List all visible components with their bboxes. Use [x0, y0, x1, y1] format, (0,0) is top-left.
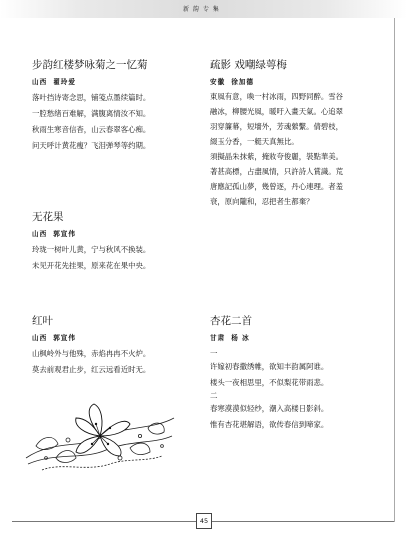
poem-line: 融冰，柳腰光風，暖吁入畫天氣。心追翠 — [210, 107, 344, 116]
page-frame-right — [394, 18, 395, 522]
poem-author — [210, 78, 343, 87]
author-name: 翟玲爱 — [53, 78, 76, 86]
poem-title: 步韵红楼梦咏菊之一忆菊 — [32, 59, 148, 71]
poem-section-number: 一 — [210, 349, 218, 358]
author-name: 杨 冰 — [231, 334, 250, 342]
poem-section-number: 二 — [210, 391, 218, 400]
poem-line: 许嫁初春撒绣帷，欲知丰韵属阿谁。 — [210, 362, 329, 371]
author-region: 山西 — [32, 78, 48, 86]
poem-title: 无花果 — [32, 211, 64, 223]
poem-title: 杏花二首 — [210, 315, 252, 327]
running-header-title: 新 韵 专 集 — [183, 6, 220, 13]
poem-author — [32, 78, 150, 87]
poem-author — [210, 334, 328, 343]
poem-block-shuying — [210, 58, 343, 207]
poem-block-yiju — [32, 58, 150, 151]
poem-line: 山枫岭外与他殊，赤焰冉冉不火炉。 — [32, 349, 151, 358]
author-region: 山西 — [32, 334, 48, 342]
poem-line: 秋雨生寒音信杳，山云春翠客心痴。 — [32, 125, 151, 134]
poem-line: 一腔愁绪百难解，满腹离情汝不知。 — [32, 109, 151, 118]
poem-line: 问天呼计黄花瘦？飞泪弹琴等约期。 — [32, 141, 151, 150]
poem-line: 莫去前观君止步，红云远看近时无。 — [32, 365, 151, 374]
poem-line: 楼头一夜相思里，不似梨花带雨悲。 — [210, 378, 329, 387]
poem-line: 未见开花先挂果，原来花在果中央。 — [32, 261, 151, 270]
poem-block-wuhuaguo — [32, 210, 150, 271]
poem-line: 衰，原向隴和，忍把者生都棄？ — [210, 197, 314, 206]
poem-line: 須擬晶朱抹紫，掩妝夸俊麗，裝點華美。 — [210, 152, 344, 161]
author-name: 郭宣伟 — [53, 230, 76, 238]
author-region: 安徽 — [210, 78, 226, 86]
author-name: 郭宣伟 — [53, 334, 76, 342]
author-region: 甘肃 — [210, 334, 226, 342]
author-name: 徐加德 — [231, 78, 254, 86]
poem-line: 羽穿簾幕，短墻外，芳魂縈繫。倩碧枝， — [210, 122, 344, 131]
poem-line: 著甚高標，占盡風情，只許詩人賞識。荒 — [210, 167, 344, 176]
poem-line: 東風有意，喚一村冰雨，四野同醉。雪谷 — [210, 92, 344, 101]
poem-line: 綴玉分香，一艇天真無比。 — [210, 137, 299, 146]
poem-line: 落叶挡诗寄念思，铺笺点墨续篇时。 — [32, 93, 151, 102]
poem-title: 疏影 戏嘲绿萼梅 — [210, 59, 287, 71]
page-number: 45 — [196, 513, 212, 529]
floral-ornament-illustration — [22, 400, 178, 478]
poem-line: 玲珑一树叶儿黄，宁与秋风不换装。 — [32, 245, 151, 254]
poem-block-xinghua — [210, 314, 328, 430]
poem-title: 红叶 — [32, 315, 53, 327]
poem-author — [32, 334, 150, 343]
poem-block-hongye — [32, 314, 150, 375]
poem-line: 唐應記孤山夢，幾曾逐，丹心連理。者羞 — [210, 182, 344, 191]
poem-line: 惟有杏花堪解语，欲传春信到啼家。 — [210, 420, 329, 429]
author-region: 山西 — [32, 230, 48, 238]
poem-line: 春寒漠漠似轻纱，潮入高楼日影斜。 — [210, 404, 329, 413]
poem-author — [32, 230, 150, 239]
